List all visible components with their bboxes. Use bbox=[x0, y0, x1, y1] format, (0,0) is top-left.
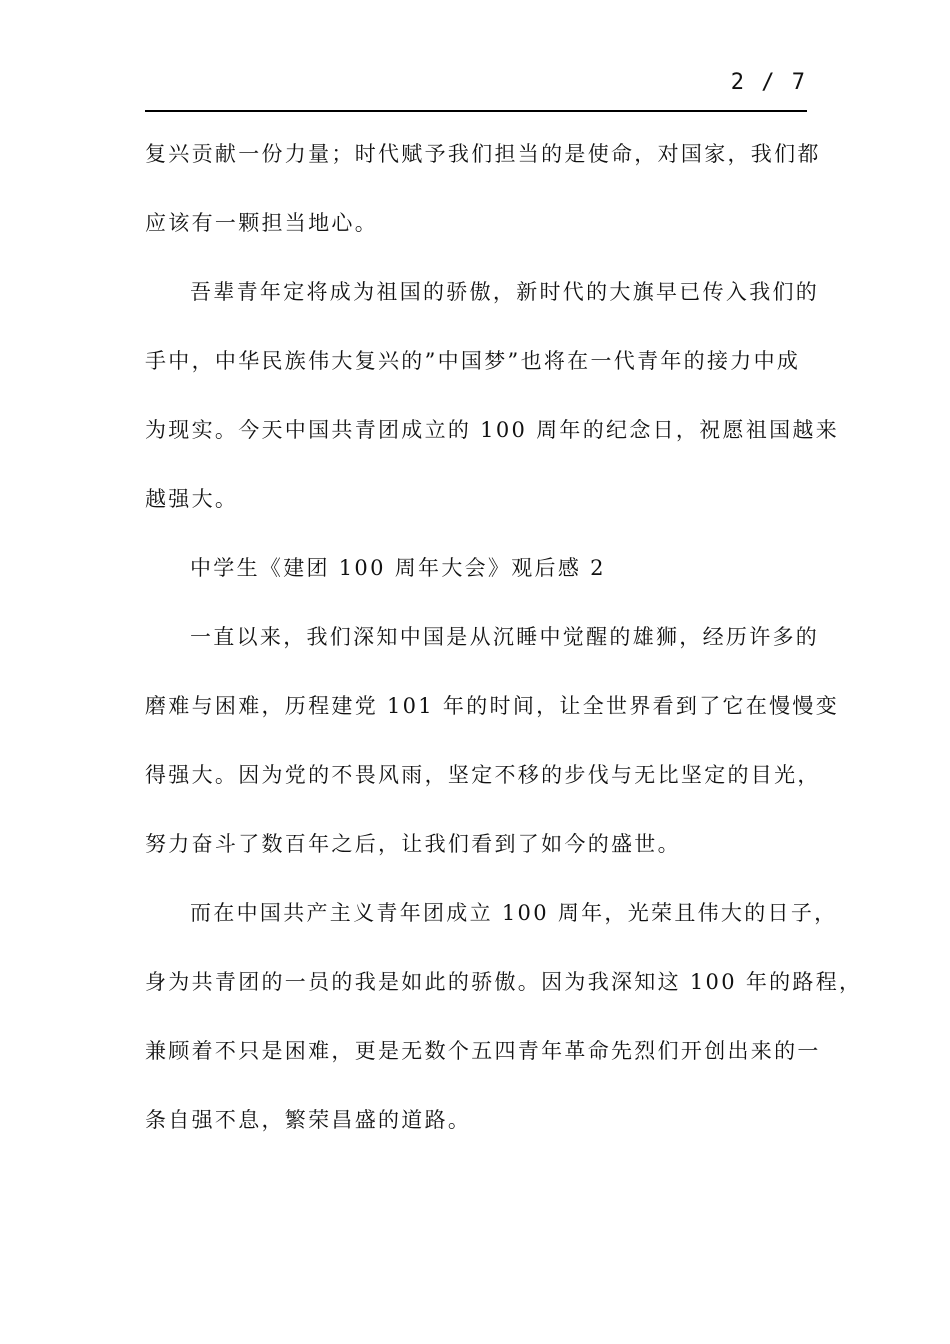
text-line: 手中，中华民族伟大复兴的”中国梦”也将在一代青年的接力中成 bbox=[145, 349, 801, 373]
text-line: 复兴贡献一份力量；时代赋予我们担当的是使命，对国家，我们都 bbox=[145, 142, 821, 166]
paragraph-start-line: 吾辈青年定将成为祖国的骄傲，新时代的大旗早已传入我们的 bbox=[190, 280, 820, 304]
text-line: 得强大。因为党的不畏风雨，坚定不移的步伐与无比坚定的目光， bbox=[145, 763, 821, 787]
text-line: 磨难与困难，历程建党 101 年的时间，让全世界看到了它在慢慢变 bbox=[145, 694, 840, 718]
text-line: 兼顾着不只是困难，更是无数个五四青年革命先烈们开创出来的一 bbox=[145, 1039, 821, 1063]
text-line: 越强大。 bbox=[145, 487, 239, 511]
document-body bbox=[145, 133, 863, 1168]
text-line: 条自强不息，繁荣昌盛的道路。 bbox=[145, 1108, 472, 1132]
text-line: 应该有一颗担当地心。 bbox=[145, 211, 378, 235]
text-line: 为现实。今天中国共青团成立的 100 周年的纪念日，祝愿祖国越来 bbox=[145, 418, 840, 442]
header-rule bbox=[145, 110, 807, 112]
paragraph-start-line: 而在中国共产主义青年团成立 100 周年，光荣且伟大的日子， bbox=[190, 901, 838, 925]
section-heading: 中学生《建团 100 周年大会》观后感 2 bbox=[190, 556, 606, 580]
text-line: 努力奋斗了数百年之后，让我们看到了如今的盛世。 bbox=[145, 832, 681, 856]
paragraph-start-line: 一直以来，我们深知中国是从沉睡中觉醒的雄狮，经历许多的 bbox=[190, 625, 820, 649]
page-number: 2 / 7 bbox=[730, 70, 807, 95]
text-line: 身为共青团的一员的我是如此的骄傲。因为我深知这 100 年的路程， bbox=[145, 970, 863, 994]
